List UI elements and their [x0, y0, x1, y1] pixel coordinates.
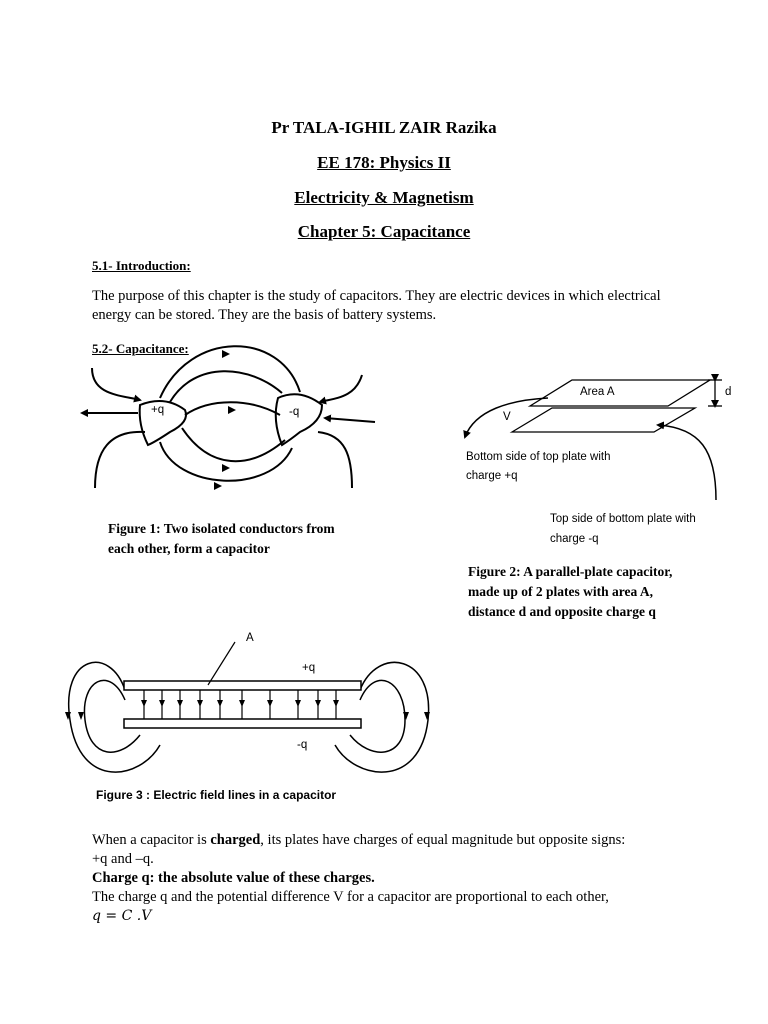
course-title: EE 178: Physics II	[317, 153, 451, 172]
figure3-diagram	[65, 642, 430, 772]
figure2-caption-line3: distance d and opposite charge q	[468, 604, 656, 619]
figure2-area-label: Area A	[580, 386, 615, 398]
figure2-v-label: V	[503, 411, 511, 423]
body-line1-pre: When a capacitor is	[92, 832, 211, 848]
figure1-minus-label: -q	[289, 406, 300, 418]
intro-heading: 5.1- Introduction:	[92, 258, 191, 273]
negative-conductor	[276, 394, 322, 445]
equation: q = C .V	[92, 908, 152, 924]
figure1-diagram	[82, 346, 375, 490]
intro-paragraph: The purpose of this chapter is the study of capacitors. They are electric devices in which electrical energy can be stored. They are the basis of battery systems.	[92, 288, 661, 323]
body-line1-bold: charged	[210, 832, 261, 848]
body-line4: The charge q and the potential difference V for a capacitor are proportional to each other,	[92, 889, 609, 905]
figure2-caption-line1: Figure 2: A parallel-plate capacitor,	[468, 564, 673, 579]
author-name: Pr TALA-IGHIL ZAIR Razika	[271, 118, 497, 137]
top-plate	[530, 380, 710, 406]
figure3-caption: Figure 3 : Electric field lines in a capacitor	[96, 788, 337, 802]
figure2-d-label: d	[725, 386, 732, 398]
bottom-plate	[512, 408, 695, 432]
figure3-plus-label: +q	[302, 662, 316, 674]
figure2-bottom-label-line2: charge -q	[550, 533, 599, 545]
body-line1	[92, 831, 692, 850]
positive-plate	[124, 681, 361, 690]
body-line1-post: , its plates have charges of equal magnitude but opposite signs:	[260, 832, 626, 848]
figure3-a-label: A	[246, 632, 254, 644]
figure1-caption-line2: each other, form a capacitor	[108, 541, 270, 556]
body-line2: +q and –q.	[92, 851, 154, 867]
capacitance-heading: 5.2- Capacitance:	[92, 341, 189, 356]
figure2-bottom-label-line1: Top side of bottom plate with	[550, 513, 696, 525]
figure1-plus-label: +q	[151, 404, 165, 416]
subject-title: Electricity & Magnetism	[294, 188, 474, 207]
body-line3: Charge q: the absolute value of these charges.	[92, 870, 375, 886]
figure2-caption-line2: made up of 2 plates with area A,	[468, 584, 654, 599]
figure2-top-label-line2: charge +q	[466, 470, 518, 482]
figure2-diagram	[465, 380, 722, 500]
figure2-top-label-line1: Bottom side of top plate with	[466, 451, 611, 463]
figure1-caption-line1: Figure 1: Two isolated conductors from	[108, 521, 335, 536]
chapter-title: Chapter 5: Capacitance	[297, 222, 471, 241]
figure3-minus-label: -q	[297, 739, 308, 751]
negative-plate	[124, 719, 361, 728]
